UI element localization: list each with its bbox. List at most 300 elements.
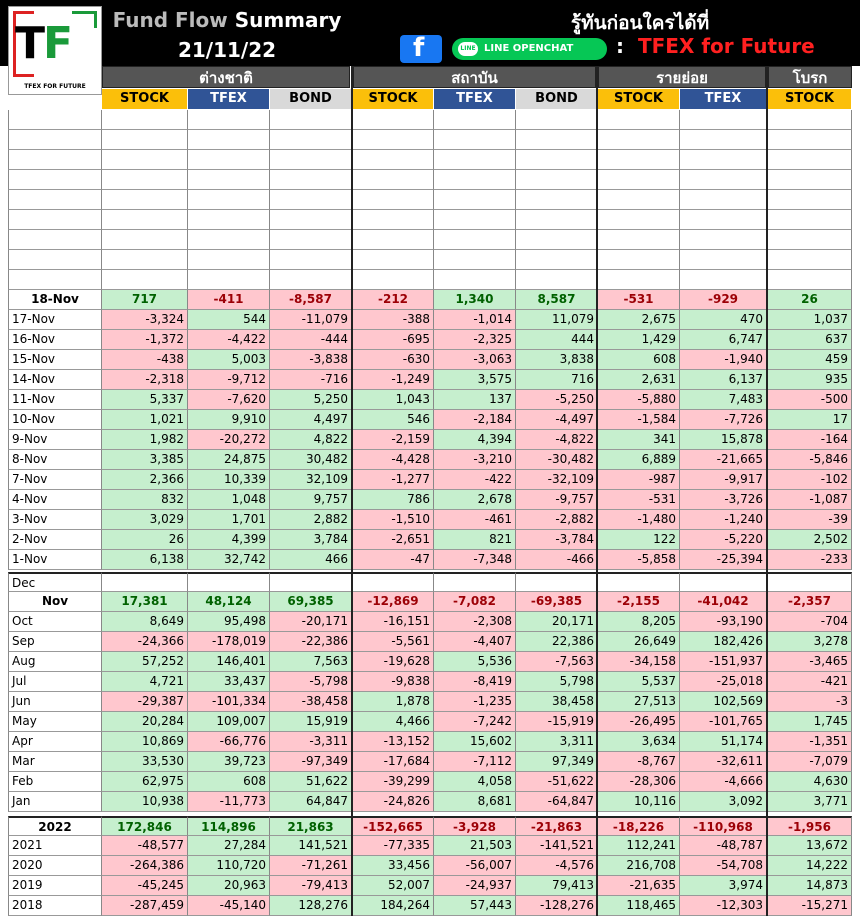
value-cell <box>768 572 852 592</box>
row-label <box>8 210 102 230</box>
row-label <box>8 110 102 130</box>
value-cell: -21,665 <box>680 450 767 470</box>
value-cell: 1,048 <box>188 490 270 510</box>
value-cell: -4,428 <box>353 450 434 470</box>
value-cell: -30,482 <box>516 450 598 470</box>
group-header: รายย่อย <box>598 66 766 88</box>
value-cell: 7,483 <box>680 390 767 410</box>
value-cell: -101,334 <box>188 692 270 712</box>
value-cell: -13,152 <box>353 732 434 752</box>
logo-letter-t: T <box>15 18 44 69</box>
value-cell <box>188 170 270 190</box>
value-cell: 95,498 <box>188 612 270 632</box>
value-cell: 3,771 <box>768 792 852 812</box>
row-label: Mar <box>8 752 102 772</box>
value-cell: 2,882 <box>270 510 352 530</box>
value-cell <box>516 110 598 130</box>
value-cell: 11,079 <box>516 310 598 330</box>
value-cell <box>270 170 352 190</box>
value-cell: 3,974 <box>680 876 767 896</box>
slogan-text: รู้ทันก่อนใครได้ที่ <box>570 12 710 34</box>
value-cell <box>516 270 598 290</box>
value-cell: 137 <box>434 390 516 410</box>
group-header: ต่างชาติ <box>102 66 350 88</box>
value-cell: -233 <box>768 550 852 570</box>
value-cell: -3,838 <box>270 350 352 370</box>
value-cell <box>353 130 434 150</box>
value-cell: -48,577 <box>102 836 188 856</box>
value-cell: 1,745 <box>768 712 852 732</box>
value-cell: -3,784 <box>516 530 598 550</box>
value-cell <box>434 190 516 210</box>
value-cell <box>102 230 188 250</box>
value-cell: -41,042 <box>680 592 767 612</box>
value-cell: 102,569 <box>680 692 767 712</box>
value-cell: -212 <box>353 290 434 310</box>
value-cell <box>680 210 767 230</box>
value-cell: 6,137 <box>680 370 767 390</box>
value-cell: -47 <box>353 550 434 570</box>
value-cell: -1,277 <box>353 470 434 490</box>
value-cell <box>188 110 270 130</box>
value-cell <box>516 170 598 190</box>
value-cell: 62,975 <box>102 772 188 792</box>
subheader-stock: STOCK <box>768 89 851 109</box>
value-cell <box>434 210 516 230</box>
value-cell: 4,630 <box>768 772 852 792</box>
value-cell: 4,466 <box>353 712 434 732</box>
value-cell: 141,521 <box>270 836 352 856</box>
value-cell: 182,426 <box>680 632 767 652</box>
value-cell: -2,308 <box>434 612 516 632</box>
value-cell: 8,649 <box>102 612 188 632</box>
logo-green-frame <box>72 11 97 28</box>
value-cell: 184,264 <box>353 896 434 916</box>
value-cell: -24,366 <box>102 632 188 652</box>
value-cell <box>353 190 434 210</box>
value-cell: -5,220 <box>680 530 767 550</box>
value-cell: 459 <box>768 350 852 370</box>
value-cell: -287,459 <box>102 896 188 916</box>
value-cell: 17 <box>768 410 852 430</box>
value-cell: -5,880 <box>598 390 680 410</box>
value-cell: 33,530 <box>102 752 188 772</box>
value-cell: 48,124 <box>188 592 270 612</box>
value-cell: -1,249 <box>353 370 434 390</box>
value-cell: 97,349 <box>516 752 598 772</box>
value-cell: -9,712 <box>188 370 270 390</box>
value-cell: 20,284 <box>102 712 188 732</box>
value-cell: -2,882 <box>516 510 598 530</box>
row-label <box>8 130 102 150</box>
value-cell: 15,602 <box>434 732 516 752</box>
value-cell: -11,773 <box>188 792 270 812</box>
value-cell: -7,112 <box>434 752 516 772</box>
value-cell <box>270 110 352 130</box>
value-cell: 33,456 <box>353 856 434 876</box>
value-cell <box>768 150 852 170</box>
value-cell: 1,037 <box>768 310 852 330</box>
value-cell <box>680 270 767 290</box>
value-cell <box>434 572 516 592</box>
value-cell: -422 <box>434 470 516 490</box>
value-cell <box>434 170 516 190</box>
value-cell <box>680 130 767 150</box>
channel-name: TFEX for Future <box>638 34 815 58</box>
row-label: Jul <box>8 672 102 692</box>
value-cell: -1,240 <box>680 510 767 530</box>
value-cell: -7,079 <box>768 752 852 772</box>
value-cell <box>102 110 188 130</box>
value-cell: 2,502 <box>768 530 852 550</box>
value-cell: -3,210 <box>434 450 516 470</box>
value-cell: -3,324 <box>102 310 188 330</box>
value-cell <box>680 190 767 210</box>
value-cell <box>270 572 352 592</box>
row-label <box>8 250 102 270</box>
subheader-bond: BOND <box>270 89 351 109</box>
value-cell: 546 <box>353 410 434 430</box>
value-cell: -8,587 <box>270 290 352 310</box>
value-cell <box>102 210 188 230</box>
value-cell <box>102 130 188 150</box>
value-cell: 544 <box>188 310 270 330</box>
value-cell: 5,250 <box>270 390 352 410</box>
value-cell: 10,869 <box>102 732 188 752</box>
value-cell: 8,681 <box>434 792 516 812</box>
value-cell <box>680 170 767 190</box>
row-label: 7-Nov <box>8 470 102 490</box>
value-cell: 51,174 <box>680 732 767 752</box>
subheader-tfex: TFEX <box>188 89 269 109</box>
value-cell: 3,838 <box>516 350 598 370</box>
row-label: May <box>8 712 102 732</box>
value-cell: 935 <box>768 370 852 390</box>
value-cell: -7,242 <box>434 712 516 732</box>
value-cell: -28,306 <box>598 772 680 792</box>
page-title <box>102 8 352 32</box>
value-cell: -5,250 <box>516 390 598 410</box>
value-cell: -5,858 <box>598 550 680 570</box>
value-cell: -695 <box>353 330 434 350</box>
value-cell: -24,826 <box>353 792 434 812</box>
value-cell <box>188 270 270 290</box>
value-cell: 4,058 <box>434 772 516 792</box>
value-cell <box>353 250 434 270</box>
value-cell: -2,318 <box>102 370 188 390</box>
value-cell: -3 <box>768 692 852 712</box>
value-cell: -29,387 <box>102 692 188 712</box>
logo-letters <box>15 18 72 69</box>
line-icon: LINE <box>458 42 478 56</box>
row-label: Aug <box>8 652 102 672</box>
value-cell: -45,245 <box>102 876 188 896</box>
value-cell: -102 <box>768 470 852 490</box>
row-label: Jan <box>8 792 102 812</box>
value-cell: 3,092 <box>680 792 767 812</box>
value-cell: -15,271 <box>768 896 852 916</box>
value-cell: -32,109 <box>516 470 598 490</box>
value-cell: 4,822 <box>270 430 352 450</box>
value-cell <box>516 572 598 592</box>
row-label: 2021 <box>8 836 102 856</box>
value-cell: 27,284 <box>188 836 270 856</box>
row-label: 3-Nov <box>8 510 102 530</box>
value-cell: -21,863 <box>516 816 598 836</box>
value-cell: -24,937 <box>434 876 516 896</box>
value-cell <box>768 230 852 250</box>
value-cell: 7,563 <box>270 652 352 672</box>
value-cell: -461 <box>434 510 516 530</box>
value-cell: -25,018 <box>680 672 767 692</box>
value-cell <box>434 250 516 270</box>
value-cell <box>768 170 852 190</box>
value-cell: -25,394 <box>680 550 767 570</box>
value-cell: -2,184 <box>434 410 516 430</box>
value-cell <box>598 572 680 592</box>
value-cell <box>353 170 434 190</box>
value-cell: 39,723 <box>188 752 270 772</box>
value-cell: -12,303 <box>680 896 767 916</box>
value-cell: -1,372 <box>102 330 188 350</box>
value-cell: -3,928 <box>434 816 516 836</box>
row-label: 4-Nov <box>8 490 102 510</box>
value-cell: -93,190 <box>680 612 767 632</box>
value-cell: -39,299 <box>353 772 434 792</box>
value-cell <box>434 110 516 130</box>
value-cell: 1,982 <box>102 430 188 450</box>
value-cell: 5,537 <box>598 672 680 692</box>
value-cell: -141,521 <box>516 836 598 856</box>
value-cell <box>270 270 352 290</box>
subheader-bond: BOND <box>516 89 597 109</box>
value-cell <box>598 190 680 210</box>
value-cell <box>598 170 680 190</box>
value-cell: -20,171 <box>270 612 352 632</box>
value-cell: 4,497 <box>270 410 352 430</box>
row-label: Dec <box>8 572 102 592</box>
value-cell <box>680 250 767 270</box>
value-cell <box>353 270 434 290</box>
value-cell: -26,495 <box>598 712 680 732</box>
value-cell: 1,340 <box>434 290 516 310</box>
value-cell: 122 <box>598 530 680 550</box>
value-cell: -51,622 <box>516 772 598 792</box>
value-cell: -5,561 <box>353 632 434 652</box>
value-cell: 57,443 <box>434 896 516 916</box>
row-label: Sep <box>8 632 102 652</box>
value-cell: 8,205 <box>598 612 680 632</box>
value-cell: -1,956 <box>768 816 852 836</box>
row-label <box>8 230 102 250</box>
value-cell: 52,007 <box>353 876 434 896</box>
value-cell: -101,765 <box>680 712 767 732</box>
title-part-1: Fund Flow <box>112 8 228 32</box>
value-cell: 10,339 <box>188 470 270 490</box>
value-cell: 1,043 <box>353 390 434 410</box>
subheader-tfex: TFEX <box>680 89 766 109</box>
value-cell: 9,910 <box>188 410 270 430</box>
row-label: 8-Nov <box>8 450 102 470</box>
group-separator <box>351 66 353 916</box>
value-cell: -7,348 <box>434 550 516 570</box>
value-cell <box>516 150 598 170</box>
value-cell: -2,155 <box>598 592 680 612</box>
row-label: 16-Nov <box>8 330 102 350</box>
subheader-stock: STOCK <box>102 89 187 109</box>
row-label <box>8 190 102 210</box>
value-cell <box>353 572 434 592</box>
line-openchat-badge[interactable] <box>452 38 607 60</box>
value-cell: 32,109 <box>270 470 352 490</box>
facebook-icon[interactable] <box>400 35 442 63</box>
value-cell: 15,878 <box>680 430 767 450</box>
value-cell: 26,649 <box>598 632 680 652</box>
value-cell <box>598 230 680 250</box>
row-label: 10-Nov <box>8 410 102 430</box>
group-separator <box>596 66 598 916</box>
tfex-for-future-logo <box>8 6 102 95</box>
value-cell: -12,869 <box>353 592 434 612</box>
value-cell: 33,437 <box>188 672 270 692</box>
value-cell: 13,672 <box>768 836 852 856</box>
value-cell: -1,480 <box>598 510 680 530</box>
row-label: Apr <box>8 732 102 752</box>
value-cell: -79,413 <box>270 876 352 896</box>
value-cell <box>768 210 852 230</box>
value-cell <box>680 230 767 250</box>
value-cell: 17,381 <box>102 592 188 612</box>
value-cell: -66,776 <box>188 732 270 752</box>
value-cell: -704 <box>768 612 852 632</box>
value-cell: 21,863 <box>270 816 352 836</box>
value-cell <box>768 270 852 290</box>
value-cell: -3,311 <box>270 732 352 752</box>
row-label: 17-Nov <box>8 310 102 330</box>
value-cell <box>270 150 352 170</box>
value-cell: -17,684 <box>353 752 434 772</box>
value-cell: -1,087 <box>768 490 852 510</box>
group-header: สถาบัน <box>353 66 596 88</box>
value-cell <box>768 250 852 270</box>
value-cell: 3,311 <box>516 732 598 752</box>
value-cell: -1,940 <box>680 350 767 370</box>
value-cell: 22,386 <box>516 632 598 652</box>
value-cell <box>188 572 270 592</box>
value-cell: 172,846 <box>102 816 188 836</box>
value-cell <box>516 210 598 230</box>
header-colon: : <box>616 34 624 58</box>
row-label: Nov <box>8 592 102 612</box>
value-cell: 6,138 <box>102 550 188 570</box>
value-cell <box>270 130 352 150</box>
value-cell: 20,963 <box>188 876 270 896</box>
value-cell: -2,651 <box>353 530 434 550</box>
value-cell <box>680 150 767 170</box>
value-cell: -110,968 <box>680 816 767 836</box>
value-cell <box>270 190 352 210</box>
line-openchat-label: LINE OPENCHAT <box>484 43 574 54</box>
value-cell: -3,063 <box>434 350 516 370</box>
value-cell: -32,611 <box>680 752 767 772</box>
value-cell <box>188 130 270 150</box>
value-cell: -8,419 <box>434 672 516 692</box>
value-cell: 216,708 <box>598 856 680 876</box>
value-cell: 128,276 <box>270 896 352 916</box>
value-cell: 32,742 <box>188 550 270 570</box>
value-cell: 821 <box>434 530 516 550</box>
value-cell: -421 <box>768 672 852 692</box>
value-cell <box>102 190 188 210</box>
value-cell: -7,726 <box>680 410 767 430</box>
value-cell <box>188 230 270 250</box>
value-cell <box>353 210 434 230</box>
value-cell <box>768 130 852 150</box>
value-cell: 9,757 <box>270 490 352 510</box>
value-cell <box>598 110 680 130</box>
value-cell: -1,235 <box>434 692 516 712</box>
value-cell: -18,226 <box>598 816 680 836</box>
value-cell: 470 <box>680 310 767 330</box>
value-cell <box>434 130 516 150</box>
value-cell: -178,019 <box>188 632 270 652</box>
value-cell: -21,635 <box>598 876 680 896</box>
facebook-glyph: f <box>413 33 425 63</box>
value-cell: -9,838 <box>353 672 434 692</box>
value-cell <box>188 250 270 270</box>
value-cell: -987 <box>598 470 680 490</box>
value-cell: -3,465 <box>768 652 852 672</box>
value-cell: 637 <box>768 330 852 350</box>
value-cell <box>434 270 516 290</box>
value-cell: -2,357 <box>768 592 852 612</box>
subheader-tfex: TFEX <box>434 89 515 109</box>
value-cell: 69,385 <box>270 592 352 612</box>
value-cell <box>102 572 188 592</box>
value-cell: -20,272 <box>188 430 270 450</box>
value-cell: 114,896 <box>188 816 270 836</box>
value-cell <box>270 230 352 250</box>
value-cell: 717 <box>102 290 188 310</box>
row-label: 2019 <box>8 876 102 896</box>
value-cell: -39 <box>768 510 852 530</box>
value-cell: -1,584 <box>598 410 680 430</box>
value-cell: -500 <box>768 390 852 410</box>
value-cell: 832 <box>102 490 188 510</box>
value-cell: 20,171 <box>516 612 598 632</box>
value-cell <box>434 230 516 250</box>
row-label: Jun <box>8 692 102 712</box>
value-cell: 4,394 <box>434 430 516 450</box>
value-cell: 3,784 <box>270 530 352 550</box>
value-cell: 5,536 <box>434 652 516 672</box>
value-cell: 146,401 <box>188 652 270 672</box>
value-cell: 1,878 <box>353 692 434 712</box>
value-cell: -4,666 <box>680 772 767 792</box>
value-cell: -97,349 <box>270 752 352 772</box>
value-cell: 51,622 <box>270 772 352 792</box>
value-cell: 2,678 <box>434 490 516 510</box>
group-separator <box>766 66 768 916</box>
value-cell: 4,721 <box>102 672 188 692</box>
value-cell: -11,079 <box>270 310 352 330</box>
value-cell: -54,708 <box>680 856 767 876</box>
value-cell <box>353 230 434 250</box>
row-label: Oct <box>8 612 102 632</box>
value-cell: -9,917 <box>680 470 767 490</box>
value-cell <box>516 130 598 150</box>
report-date: 21/11/22 <box>177 38 277 62</box>
